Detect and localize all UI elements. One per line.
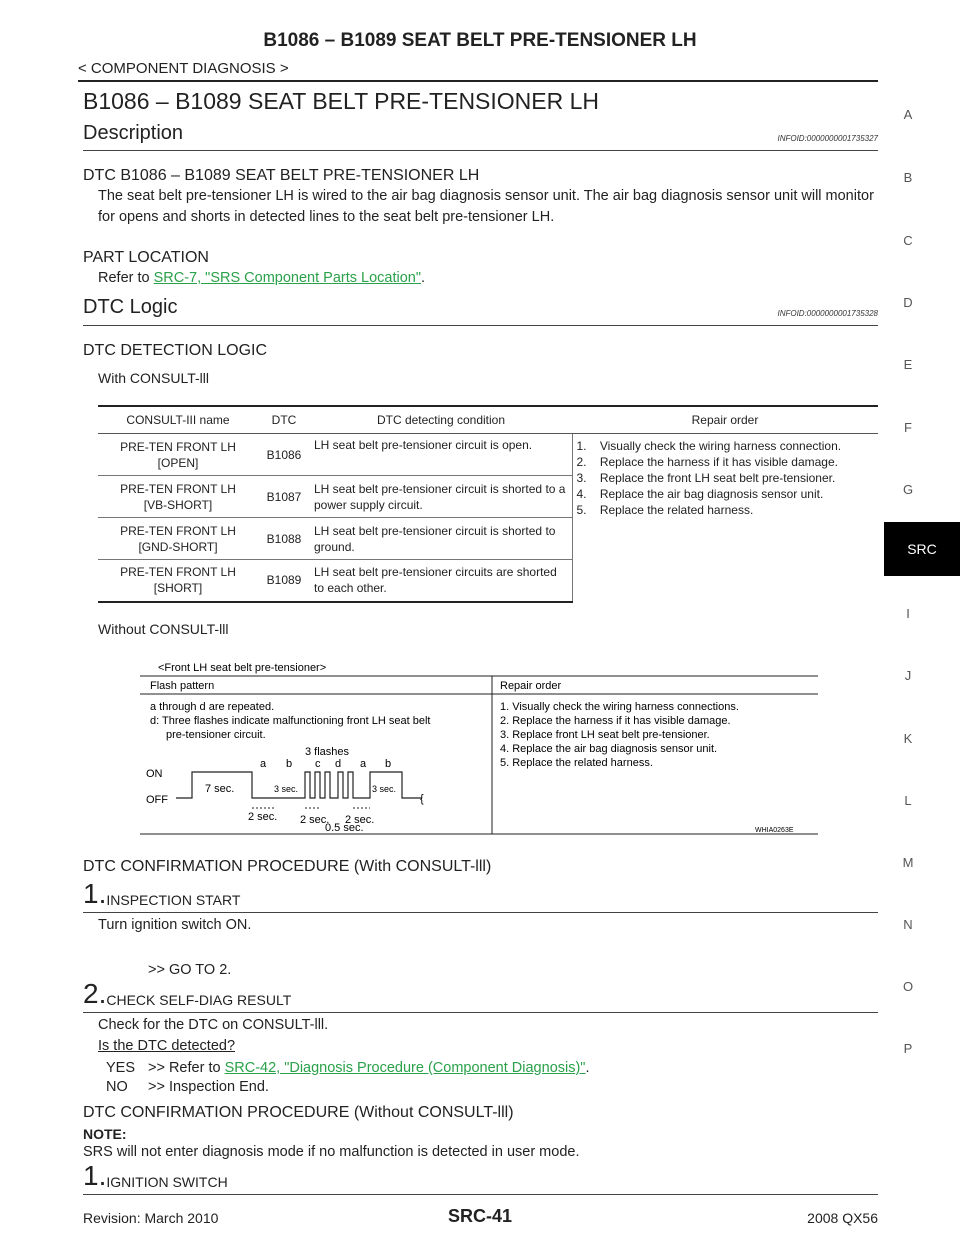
- cell-condition: LH seat belt pre-tensioner circuit is open.: [310, 434, 572, 476]
- col-dtc: DTC: [258, 406, 310, 434]
- cell-condition: LH seat belt pre-tensioner circuit is shorted to a power supply circuit.: [310, 476, 572, 518]
- part-location-heading: PART LOCATION: [83, 249, 209, 266]
- side-index-c[interactable]: C: [903, 233, 913, 248]
- side-index-a[interactable]: A: [903, 107, 913, 122]
- side-index-f[interactable]: F: [904, 420, 912, 435]
- repair-step: 1. Visually check the wiring harness connection.: [576, 439, 842, 453]
- letter-a: a: [260, 758, 267, 770]
- cell-name: PRE-TEN FRONT LH [GND-SHORT]: [98, 518, 258, 560]
- footer-revision: Revision: March 2010: [83, 1210, 219, 1226]
- figure-repair-step: 3. Replace front LH seat belt pre-tensioner.: [500, 729, 710, 741]
- step-number: 1.: [83, 878, 107, 909]
- side-index-p[interactable]: P: [903, 1041, 913, 1056]
- letter-a: a: [360, 758, 367, 770]
- description-text: The seat belt pre-tensioner LH is wired to the air bag diagnosis sensor unit. The air bag diagnosis sensor unit will monitor for opens and shorts in detected lines to the seat belt pre-tensioner LH.: [98, 188, 874, 225]
- no-text: >> Inspection End.: [148, 1079, 269, 1095]
- cell-dtc: B1086: [258, 434, 310, 476]
- figure-id: WHIA0263E: [755, 827, 794, 834]
- step-2-heading: [83, 980, 291, 1008]
- section-rule: [83, 325, 878, 326]
- side-index-d[interactable]: D: [903, 295, 913, 310]
- no-label: NO: [106, 1079, 128, 1095]
- letter-b: b: [286, 758, 293, 770]
- cell-dtc: B1088: [258, 518, 310, 560]
- infoid-dtc-logic: INFOID:0000000001735328: [777, 309, 878, 318]
- label-2-sec: 2 sec.: [300, 814, 330, 826]
- cell-condition: LH seat belt pre-tensioner circuit is shorted to ground.: [310, 518, 572, 560]
- dtc-subheading: DTC B1086 – B1089 SEAT BELT PRE-TENSIONER LH: [83, 167, 480, 184]
- yes-text: >> Refer to SRC-42, "Diagnosis Procedure (Component Diagnosis)".: [148, 1060, 590, 1076]
- side-index-g[interactable]: G: [902, 482, 914, 497]
- label-0-5-sec: 0.5 sec.: [325, 822, 364, 834]
- cell-dtc: B1087: [258, 476, 310, 518]
- repair-step: 5. Replace the related harness.: [576, 503, 754, 517]
- side-index-n[interactable]: N: [903, 917, 913, 932]
- cell-name: PRE-TEN FRONT LH [SHORT]: [98, 560, 258, 602]
- letter-b: b: [385, 758, 392, 770]
- letter-d: d: [335, 758, 342, 770]
- cell-name: PRE-TEN FRONT LH [OPEN]: [98, 434, 258, 476]
- confirm-no-consult-heading: DTC CONFIRMATION PROCEDURE (Without CONSULT-lll): [83, 1104, 514, 1121]
- main-title: B1086 – B1089 SEAT BELT PRE-TENSIONER LH: [83, 88, 600, 114]
- header-rule: [78, 80, 878, 82]
- page-header-subtitle: < COMPONENT DIAGNOSIS >: [78, 60, 289, 77]
- table-header-row: [98, 406, 878, 434]
- figure-col-flash: Flash pattern: [150, 680, 215, 692]
- note-label: NOTE:: [83, 1126, 127, 1142]
- figure-repair-step: 5. Replace the related harness.: [500, 757, 653, 769]
- step-title: CHECK SELF-DIAG RESULT: [106, 992, 292, 1008]
- step-1-goto: >> GO TO 2.: [148, 962, 232, 978]
- side-index-o[interactable]: O: [902, 979, 914, 994]
- col-condition: DTC detecting condition: [310, 406, 572, 434]
- cell-condition: LH seat belt pre-tensioner circuits are shorted to each other.: [310, 560, 572, 602]
- step-2-text: Check for the DTC on CONSULT-lll.: [98, 1017, 329, 1033]
- footer-page-number: SRC-41: [447, 1206, 513, 1226]
- label-7-sec: 7 sec.: [205, 783, 235, 795]
- step-number: 1.: [83, 1160, 107, 1191]
- repair-step: 3. Replace the front LH seat belt pre-tensioner.: [576, 471, 836, 485]
- cell-dtc: B1089: [258, 560, 310, 602]
- col-repair-order: Repair order: [572, 406, 878, 434]
- figure-note-2: d: Three flashes indicate malfunctioning front LH seat belt: [150, 715, 431, 727]
- infoid-description: INFOID:0000000001735327: [777, 134, 878, 143]
- step-rule: [83, 1194, 878, 1195]
- figure-caption: <Front LH seat belt pre-tensioner>: [158, 662, 327, 674]
- part-location-refer: Refer to SRC-7, "SRS Component Parts Location".: [98, 270, 426, 286]
- figure-three-flashes: 3 flashes: [305, 746, 350, 758]
- step-rule: [83, 912, 878, 913]
- col-consult-name: CONSULT-III name: [98, 406, 258, 434]
- dtc-table: [98, 405, 878, 603]
- with-consult-label: With CONSULT-lll: [98, 370, 209, 386]
- figure-col-repair: Repair order: [500, 680, 562, 692]
- side-index-src-active[interactable]: SRC: [884, 522, 960, 576]
- letter-c: c: [315, 758, 321, 770]
- side-index-m[interactable]: M: [902, 855, 914, 870]
- side-index-e[interactable]: E: [903, 357, 913, 372]
- figure-repair-step: 2. Replace the harness if it has visible damage.: [500, 715, 731, 727]
- side-index-j[interactable]: J: [904, 668, 912, 683]
- link-src-42[interactable]: SRC-42, "Diagnosis Procedure (Component Diagnosis)": [224, 1060, 586, 1076]
- label-off: OFF: [146, 794, 168, 806]
- figure-note-3: pre-tensioner circuit.: [166, 729, 266, 741]
- figure-note-1: a through d are repeated.: [150, 701, 275, 713]
- page-header-title: B1086 – B1089 SEAT BELT PRE-TENSIONER LH: [263, 30, 697, 51]
- footer-model: 2008 QX56: [807, 1210, 878, 1226]
- label-3-sec: 3 sec.: [372, 784, 397, 794]
- dtc-detected-question: Is the DTC detected?: [98, 1038, 236, 1054]
- step-title: IGNITION SWITCH: [106, 1174, 228, 1190]
- confirm-consult-heading: DTC CONFIRMATION PROCEDURE (With CONSULT-lll): [83, 858, 492, 875]
- side-index-b[interactable]: B: [903, 170, 913, 185]
- step-title: INSPECTION START: [106, 892, 241, 908]
- svg-text:{: {: [420, 793, 424, 805]
- step-1-heading: [83, 880, 240, 908]
- label-on: ON: [146, 768, 163, 780]
- side-index-l[interactable]: L: [904, 793, 912, 808]
- table-row: [98, 434, 878, 476]
- step-number: 2.: [83, 978, 107, 1009]
- step-1-heading: [83, 1162, 228, 1190]
- figure-repair-step: 1. Visually check the wiring harness connections.: [500, 701, 739, 713]
- flash-pattern-figure: [140, 656, 820, 836]
- cell-name: PRE-TEN FRONT LH [VB-SHORT]: [98, 476, 258, 518]
- section-description-heading: Description: [83, 122, 184, 144]
- label-2-sec: 2 sec.: [345, 814, 375, 826]
- section-dtc-logic-heading: DTC Logic: [83, 296, 178, 318]
- note-text: SRS will not enter diagnosis mode if no malfunction is detected in user mode.: [83, 1144, 580, 1160]
- cell-repair-order: [572, 434, 878, 602]
- label-2-sec: 2 sec.: [248, 811, 278, 823]
- detection-logic-heading: DTC DETECTION LOGIC: [83, 342, 268, 359]
- section-rule: [83, 150, 878, 151]
- repair-step: 4. Replace the air bag diagnosis sensor unit.: [576, 487, 824, 501]
- side-index-k[interactable]: K: [903, 731, 913, 746]
- step-1-text: Turn ignition switch ON.: [98, 917, 252, 933]
- label-3-sec: 3 sec.: [274, 784, 299, 794]
- figure-repair-step: 4. Replace the air bag diagnosis sensor unit.: [500, 743, 718, 755]
- side-index-i[interactable]: I: [906, 606, 910, 621]
- yes-label: YES: [106, 1060, 136, 1076]
- step-rule: [83, 1012, 878, 1013]
- without-consult-label: Without CONSULT-lll: [98, 621, 229, 637]
- repair-step: 2. Replace the harness if it has visible damage.: [576, 455, 838, 469]
- flash-pattern-diagram: [140, 656, 820, 836]
- link-src-7[interactable]: SRC-7, "SRS Component Parts Location": [153, 270, 421, 286]
